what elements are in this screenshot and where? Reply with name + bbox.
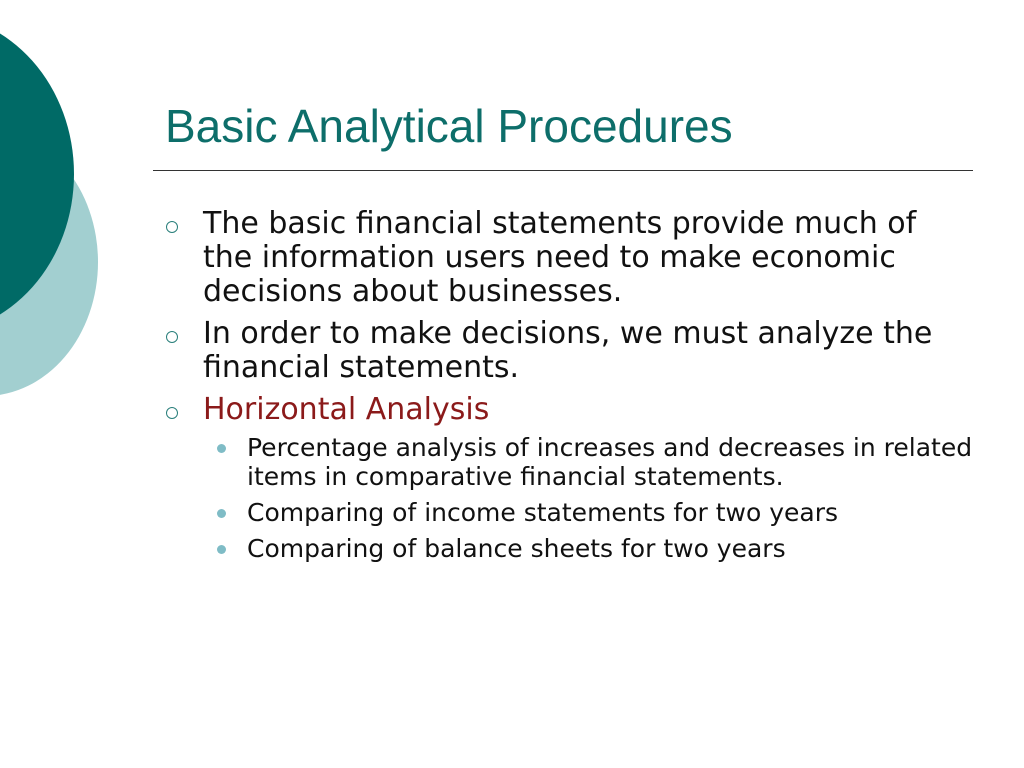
bullet-item <box>203 207 943 309</box>
sub-bullet-text: Comparing of income statements for two years <box>247 498 839 527</box>
bullet-text: Horizontal Analysis <box>203 392 490 427</box>
filled-dot-bullet-icon <box>217 509 226 518</box>
sub-bullet-list <box>0 433 1024 563</box>
sub-bullet-item <box>247 534 977 563</box>
slide-title: Basic Analytical Procedures <box>165 100 733 152</box>
sub-bullet-item <box>247 498 977 527</box>
bullet-item-horizontal-analysis <box>203 393 943 427</box>
bullet-item <box>203 317 943 385</box>
hollow-circle-bullet-icon <box>166 331 178 343</box>
hollow-circle-bullet-icon <box>166 221 178 233</box>
sub-bullet-item <box>247 433 977 491</box>
sub-bullet-text: Percentage analysis of increases and decreases in related items in comparative financial statements. <box>247 433 973 491</box>
sub-bullet-text: Comparing of balance sheets for two years <box>247 534 786 563</box>
bullet-list <box>0 207 1024 563</box>
hollow-circle-bullet-icon <box>166 407 178 419</box>
filled-dot-bullet-icon <box>217 545 226 554</box>
filled-dot-bullet-icon <box>217 444 226 453</box>
bullet-text: In order to make decisions, we must analyze the financial statements. <box>203 316 933 385</box>
bullet-text: The basic financial statements provide much of the information users need to make economic decisions about businesses. <box>203 206 917 309</box>
title-divider <box>153 170 973 171</box>
